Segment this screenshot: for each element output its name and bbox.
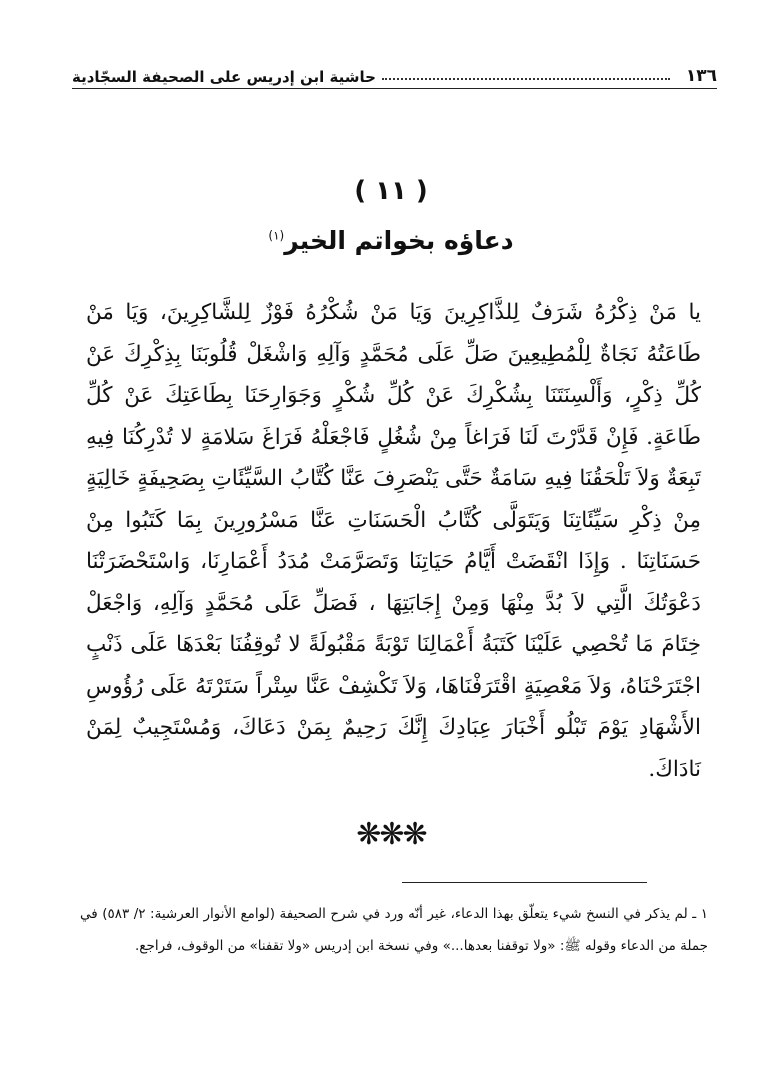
header-dot-leader [382, 78, 670, 80]
footnote: ١ ـ لم يذكر في النسخ شيء يتعلّق بهذا الدعاء، غير أنّه ورد في شرح الصحيفة (لوامع الأنوار العرشية: ٢/ ٥٨٣) في جملة من الدعاء وقوله ﷺ: «ولا توقفنا بعدها...» وفي نسخة ابن إدريس «ولا تقفنا» من الوقوف، فراجع. [80, 906, 708, 954]
page-number: ١٣٦ [685, 66, 717, 86]
chapter-number: ( ١١ ) [354, 176, 428, 206]
header-rule [72, 88, 717, 89]
running-title: حاشية ابن إدريس على الصحيفة السجّادية [72, 68, 376, 86]
section-ornament: ❋❋❋ [356, 817, 426, 852]
page-header [72, 56, 717, 86]
chapter-title: دعاؤه بخواتم الخير [284, 226, 514, 255]
footnote-rule [402, 882, 647, 883]
supplication-text: يا مَنْ ذِكْرُهُ شَرَفٌ لِلذَّاكِرِينَ وَيَا مَنْ شُكْرُهُ فَوْزٌ لِلشَّاكِرِينَ، وَيَا مَنْ طَاعَتُهُ نَجَاةٌ لِلْمُطِيعِينَ صَلِّ عَلَى مُحَمَّدٍ وَآلِهِ وَاشْغَلْ قُلُوبَنَا بِذِكْرِكَ عَنْ كُلِّ ذِكْرٍ، وَأَلْسِنَتَنَا بِشُكْرِكَ عَنْ كُلِّ شُكْرٍ وَجَوَارِحَنَا بِطَاعَتِكَ عَنْ كُلِّ طَاعَةٍ. فَإِنْ قَدَّرْتَ لَنَا فَرَاغاً مِنْ شُغُلٍ فَاجْعَلْهُ فَرَاغَ سَلامَةٍ لا تُدْرِكُنَا فِيهِ تَبِعَةٌ وَلاَ تَلْحَقُنَا فِيهِ سَامَةٌ حَتَّى يَنْصَرِفَ عَنَّا كُتَّابُ السَّيِّئَاتِ بِصَحِيفَةٍ خَالِيَةٍ مِنْ ذِكْرِ سَيِّئَاتِنَا وَيَتَوَلَّى كُتَّابُ الْحَسَنَاتِ عَنَّا مَسْرُورِينَ بِمَا كَتَبُوا مِنْ حَسَنَاتِنَا . وَإِذَا انْقَضَتْ أَيَّامُ حَيَاتِنَا وَتَصَرَّمَتْ مُدَدُ أَعْمَارِنَا، وَاسْتَحْضَرَتْنَا دَعْوَتُكَ الَّتِي لاَ بُدَّ مِنْهَا وَمِنْ إِجَابَتِهَا ، فَصَلِّ عَلَى مُحَمَّدٍ وَآلِهِ، وَاجْعَلْ خِتَامَ مَا تُحْصِي عَلَيْنَا كَتَبَةُ أَعْمَالِنَا تَوْبَةً مَقْبُولَةً لا تُوقِفُنَا بَعْدَهَا عَلَى ذَنْبٍ اجْتَرَحْنَاهُ، وَلاَ مَعْصِيَةٍ اقْتَرَفْنَاهَا، وَلاَ تَكْشِفْ عَنَّا سِتْراً سَتَرْتَهُ عَلَى رُؤُوسِ الأَشْهَادِ يَوْمَ تَبْلُو أَخْبَارَ عِبَادِكَ إِنَّكَ رَحِيمٌ بِمَنْ دَعَاكَ، وَمُسْتَجِيبٌ لِمَنْ نَادَاكَ. [86, 300, 701, 782]
footnote-marker: (١) [268, 228, 285, 243]
chapter-heading [0, 226, 782, 255]
